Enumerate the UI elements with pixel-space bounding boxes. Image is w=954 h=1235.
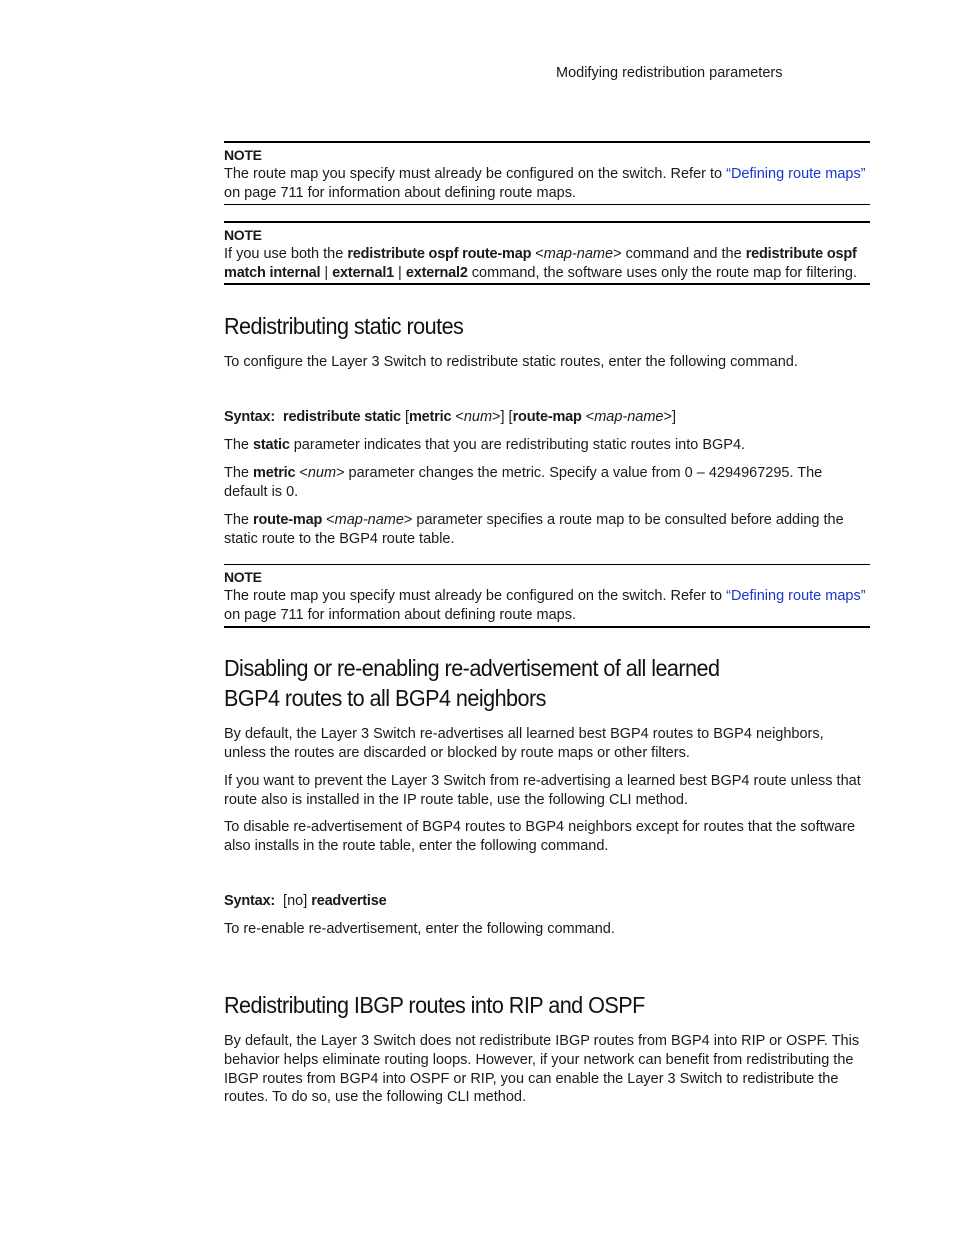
paragraph: To configure the Layer 3 Switch to redistribute static routes, enter the following command. bbox=[224, 354, 798, 370]
note-text-segment: The route map you specify must already be configured on the switch. Refer to bbox=[224, 587, 727, 604]
section-heading: Redistributing static routes bbox=[224, 313, 464, 339]
command-keyword: static bbox=[253, 437, 290, 453]
command-variable: num bbox=[307, 465, 337, 481]
text-segment: To disable re-advertisement of BGP4 routes to BGP4 neighbors except for routes that the software bbox=[224, 819, 856, 835]
paragraph bbox=[224, 725, 870, 763]
note-label: NOTE bbox=[224, 569, 262, 585]
syntax-line bbox=[224, 408, 870, 427]
command-keyword: route-map bbox=[512, 409, 582, 425]
command-keyword: external1 bbox=[332, 264, 395, 281]
defining-route-maps-link[interactable]: “Defining route maps” bbox=[726, 587, 866, 604]
text-segment: < bbox=[451, 409, 464, 425]
text-segment: The bbox=[224, 512, 254, 528]
note-text bbox=[224, 587, 870, 625]
note-text-segment: on page 711 for information about defining route maps. bbox=[224, 184, 576, 201]
paragraph bbox=[224, 1032, 870, 1107]
command-keyword: match internal bbox=[224, 264, 321, 281]
text-segment: >] bbox=[663, 409, 676, 425]
defining-route-maps-link[interactable]: “Defining route maps” bbox=[726, 165, 866, 182]
text-segment: unless the routes are discarded or blocked by route maps or other filters. bbox=[224, 744, 690, 761]
running-header: Modifying redistribution parameters bbox=[556, 65, 783, 81]
text-segment: The bbox=[224, 437, 254, 453]
text-segment: > command and the bbox=[613, 245, 746, 262]
command-keyword: redistribute ospf route-map bbox=[347, 245, 532, 262]
text-segment: command, the software uses only the route map for filtering. bbox=[467, 264, 858, 281]
note-box bbox=[224, 141, 870, 205]
text-segment: | bbox=[320, 264, 333, 281]
note-box bbox=[224, 221, 870, 285]
text-segment: If you want to prevent the Layer 3 Switch from re-advertising a learned best BGP4 route unless that bbox=[224, 773, 861, 789]
text-segment: static route to the BGP4 route table. bbox=[224, 530, 455, 547]
note-text-segment: on page 711 for information about defining route maps. bbox=[224, 606, 576, 623]
text-segment: also installs in the route table, enter the following command. bbox=[224, 837, 609, 854]
text-segment: routes. To do so, use the following CLI method. bbox=[224, 1089, 526, 1106]
heading-line: Disabling or re-enabling re-advertisement of all learned bbox=[224, 655, 720, 681]
text-segment: > parameter changes the metric. Specify a value from 0 – 4294967295. The bbox=[336, 465, 823, 481]
command-variable: num bbox=[463, 409, 493, 425]
text-segment: < bbox=[295, 465, 308, 481]
paragraph: To re-enable re-advertisement, enter the following command. bbox=[224, 921, 615, 937]
text-segment: >] [ bbox=[492, 409, 513, 425]
text-segment: < bbox=[322, 512, 335, 528]
command-keyword: metric bbox=[253, 465, 296, 481]
text-segment: < bbox=[531, 245, 544, 262]
command-variable: map-name bbox=[543, 245, 614, 262]
command-keyword: readvertise bbox=[311, 893, 387, 909]
note-text bbox=[224, 245, 870, 283]
command-keyword: external2 bbox=[405, 264, 468, 281]
command-keyword: metric bbox=[408, 409, 452, 425]
section-heading bbox=[224, 653, 719, 713]
note-label: NOTE bbox=[224, 227, 262, 243]
text-segment: parameter indicates that you are redistributing static routes into BGP4. bbox=[289, 437, 746, 453]
command-variable: map-name bbox=[334, 512, 404, 528]
paragraph bbox=[224, 436, 870, 455]
command-keyword: redistribute static bbox=[283, 409, 401, 425]
command-keyword: route-map bbox=[253, 512, 323, 528]
note-text-segment: The route map you specify must already be configured on the switch. Refer to bbox=[224, 165, 727, 182]
text-segment: default is 0. bbox=[224, 483, 299, 500]
note-label: NOTE bbox=[224, 147, 262, 163]
paragraph bbox=[224, 772, 870, 810]
text-segment: [ bbox=[400, 409, 409, 425]
text-segment: The bbox=[224, 465, 254, 481]
text-segment: behavior helps eliminate routing loops. However, if your network can benefit from redistributing the bbox=[224, 1051, 854, 1068]
text-segment: By default, the Layer 3 Switch re-advertises all learned best BGP4 routes to BGP4 neighbors, bbox=[224, 726, 824, 742]
text-segment: By default, the Layer 3 Switch does not redistribute IBGP routes from BGP4 into RIP or OSPF. This bbox=[224, 1033, 860, 1049]
syntax-label: Syntax: bbox=[224, 409, 275, 425]
text-segment: | bbox=[394, 264, 406, 281]
text-segment: > parameter specifies a route map to be consulted before adding the bbox=[403, 512, 844, 528]
text-segment: route also is installed in the IP route table, use the following CLI method. bbox=[224, 791, 689, 808]
command-keyword: redistribute ospf bbox=[745, 245, 857, 262]
text-segment: IBGP routes from BGP4 into OSPF or RIP, you can enable the Layer 3 Switch to redistribute the bbox=[224, 1070, 839, 1087]
paragraph bbox=[224, 464, 870, 502]
syntax-line bbox=[224, 892, 870, 911]
paragraph bbox=[224, 511, 870, 549]
paragraph bbox=[224, 818, 870, 856]
text-segment: < bbox=[581, 409, 595, 425]
syntax-label: Syntax: bbox=[224, 893, 275, 909]
section-heading: Redistributing IBGP routes into RIP and OSPF bbox=[224, 992, 645, 1018]
note-text bbox=[224, 165, 870, 203]
note-box bbox=[224, 564, 870, 628]
command-variable: map-name bbox=[594, 409, 664, 425]
heading-line: BGP4 routes to all BGP4 neighbors bbox=[224, 685, 546, 711]
text-segment: If you use both the bbox=[224, 245, 348, 262]
text-segment: [no] bbox=[283, 893, 308, 909]
